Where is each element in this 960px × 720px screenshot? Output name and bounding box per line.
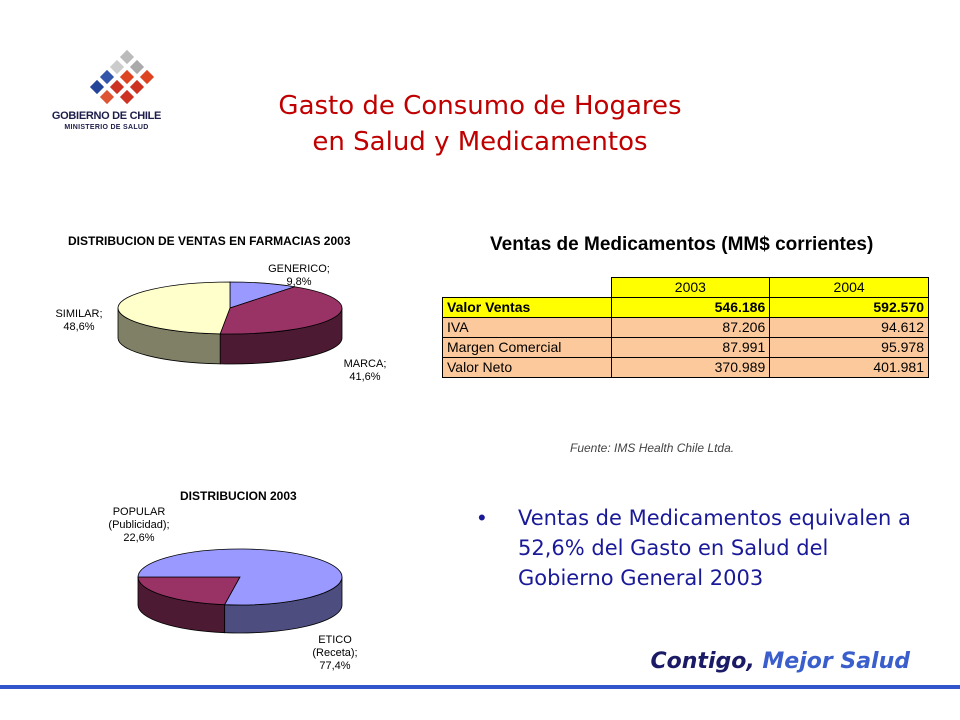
pie2-label-etico-value: 77,4% bbox=[319, 660, 351, 672]
pie-chart-farmacias bbox=[100, 280, 360, 390]
logo-square bbox=[130, 60, 144, 74]
table-header-blank bbox=[443, 278, 612, 298]
table-cell-2004: 95.978 bbox=[770, 338, 929, 358]
logo-square bbox=[110, 80, 124, 94]
pie2-label-etico-sub: (Receta); bbox=[312, 647, 358, 659]
title-line2: en Salud y Medicamentos bbox=[312, 127, 648, 157]
pie1-label-marca-name: MARCA; bbox=[343, 358, 387, 370]
table-header-row bbox=[443, 278, 929, 298]
table-header-2003: 2003 bbox=[611, 278, 770, 298]
logo-square bbox=[90, 80, 104, 94]
table-cell-label: Valor Ventas bbox=[443, 298, 612, 318]
logo-square bbox=[120, 70, 134, 84]
table-row bbox=[443, 338, 929, 358]
logo-square bbox=[130, 80, 144, 94]
logo-square bbox=[100, 90, 114, 104]
pie2-label-popular-sub: (Publicidad); bbox=[108, 519, 170, 531]
pie2-label-etico-name: ETICO bbox=[318, 634, 352, 646]
logo-line2: MINISTERIO DE SALUD bbox=[64, 124, 149, 131]
pie1-label-marca bbox=[330, 358, 400, 384]
bullet-marker: • bbox=[478, 505, 486, 530]
pie1-label-generico-name: GENERICO; bbox=[268, 263, 330, 275]
pie1-label-similar-name: SIMILAR; bbox=[55, 308, 103, 320]
footer-divider bbox=[0, 685, 960, 689]
slogan bbox=[620, 649, 910, 674]
logo-square bbox=[110, 60, 124, 74]
table-cell-2003: 87.206 bbox=[611, 318, 770, 338]
table-cell-2003: 546.186 bbox=[611, 298, 770, 318]
table-row bbox=[443, 318, 929, 338]
pie2-label-popular-value: 22,6% bbox=[123, 532, 155, 544]
table-cell-label: Valor Neto bbox=[443, 358, 612, 378]
sales-table bbox=[442, 277, 929, 378]
pie-chart-distribucion bbox=[130, 544, 350, 644]
pie1-label-generico-value: 9,8% bbox=[286, 276, 312, 288]
table-cell-label: IVA bbox=[443, 318, 612, 338]
table-cell-2004: 592.570 bbox=[770, 298, 929, 318]
page-title bbox=[180, 88, 780, 160]
logo-line1: GOBIERNO DE CHILE bbox=[51, 110, 162, 122]
pie1-title: DISTRIBUCION DE VENTAS EN FARMACIAS 2003 bbox=[68, 234, 351, 248]
slogan-part2: Mejor Salud bbox=[762, 649, 910, 674]
slogan-part1: Contigo, bbox=[650, 649, 755, 674]
pie1-label-similar bbox=[44, 308, 114, 334]
table-cell-label: Margen Comercial bbox=[443, 338, 612, 358]
table-row bbox=[443, 298, 929, 318]
pie1-label-generico bbox=[254, 263, 344, 289]
source-note: Fuente: IMS Health Chile Ltda. bbox=[570, 441, 735, 455]
logo-square bbox=[100, 70, 114, 84]
pie2-label-etico bbox=[300, 634, 370, 673]
table-header-2004: 2004 bbox=[770, 278, 929, 298]
table-cell-2003: 87.991 bbox=[611, 338, 770, 358]
pie1-label-marca-value: 41,6% bbox=[349, 371, 381, 383]
logo-square bbox=[140, 70, 154, 84]
table-row bbox=[443, 358, 929, 378]
pie1-label-similar-value: 48,6% bbox=[63, 321, 95, 333]
bullet-text: Ventas de Medicamentos equivalen a 52,6% del Gasto en Salud del Gobierno General 2003 bbox=[518, 506, 911, 590]
title-line1: Gasto de Consumo de Hogares bbox=[278, 91, 682, 121]
logo-square bbox=[120, 50, 134, 64]
table-cell-2004: 401.981 bbox=[770, 358, 929, 378]
logo-square bbox=[120, 90, 134, 104]
pie2-title: DISTRIBUCION 2003 bbox=[180, 489, 297, 503]
pie2-label-popular bbox=[84, 506, 194, 545]
pie2-label-popular-name: POPULAR bbox=[112, 506, 166, 518]
table-title: Ventas de Medicamentos (MM$ corrientes) bbox=[490, 234, 874, 255]
table-cell-2004: 94.612 bbox=[770, 318, 929, 338]
table-cell-2003: 370.989 bbox=[611, 358, 770, 378]
